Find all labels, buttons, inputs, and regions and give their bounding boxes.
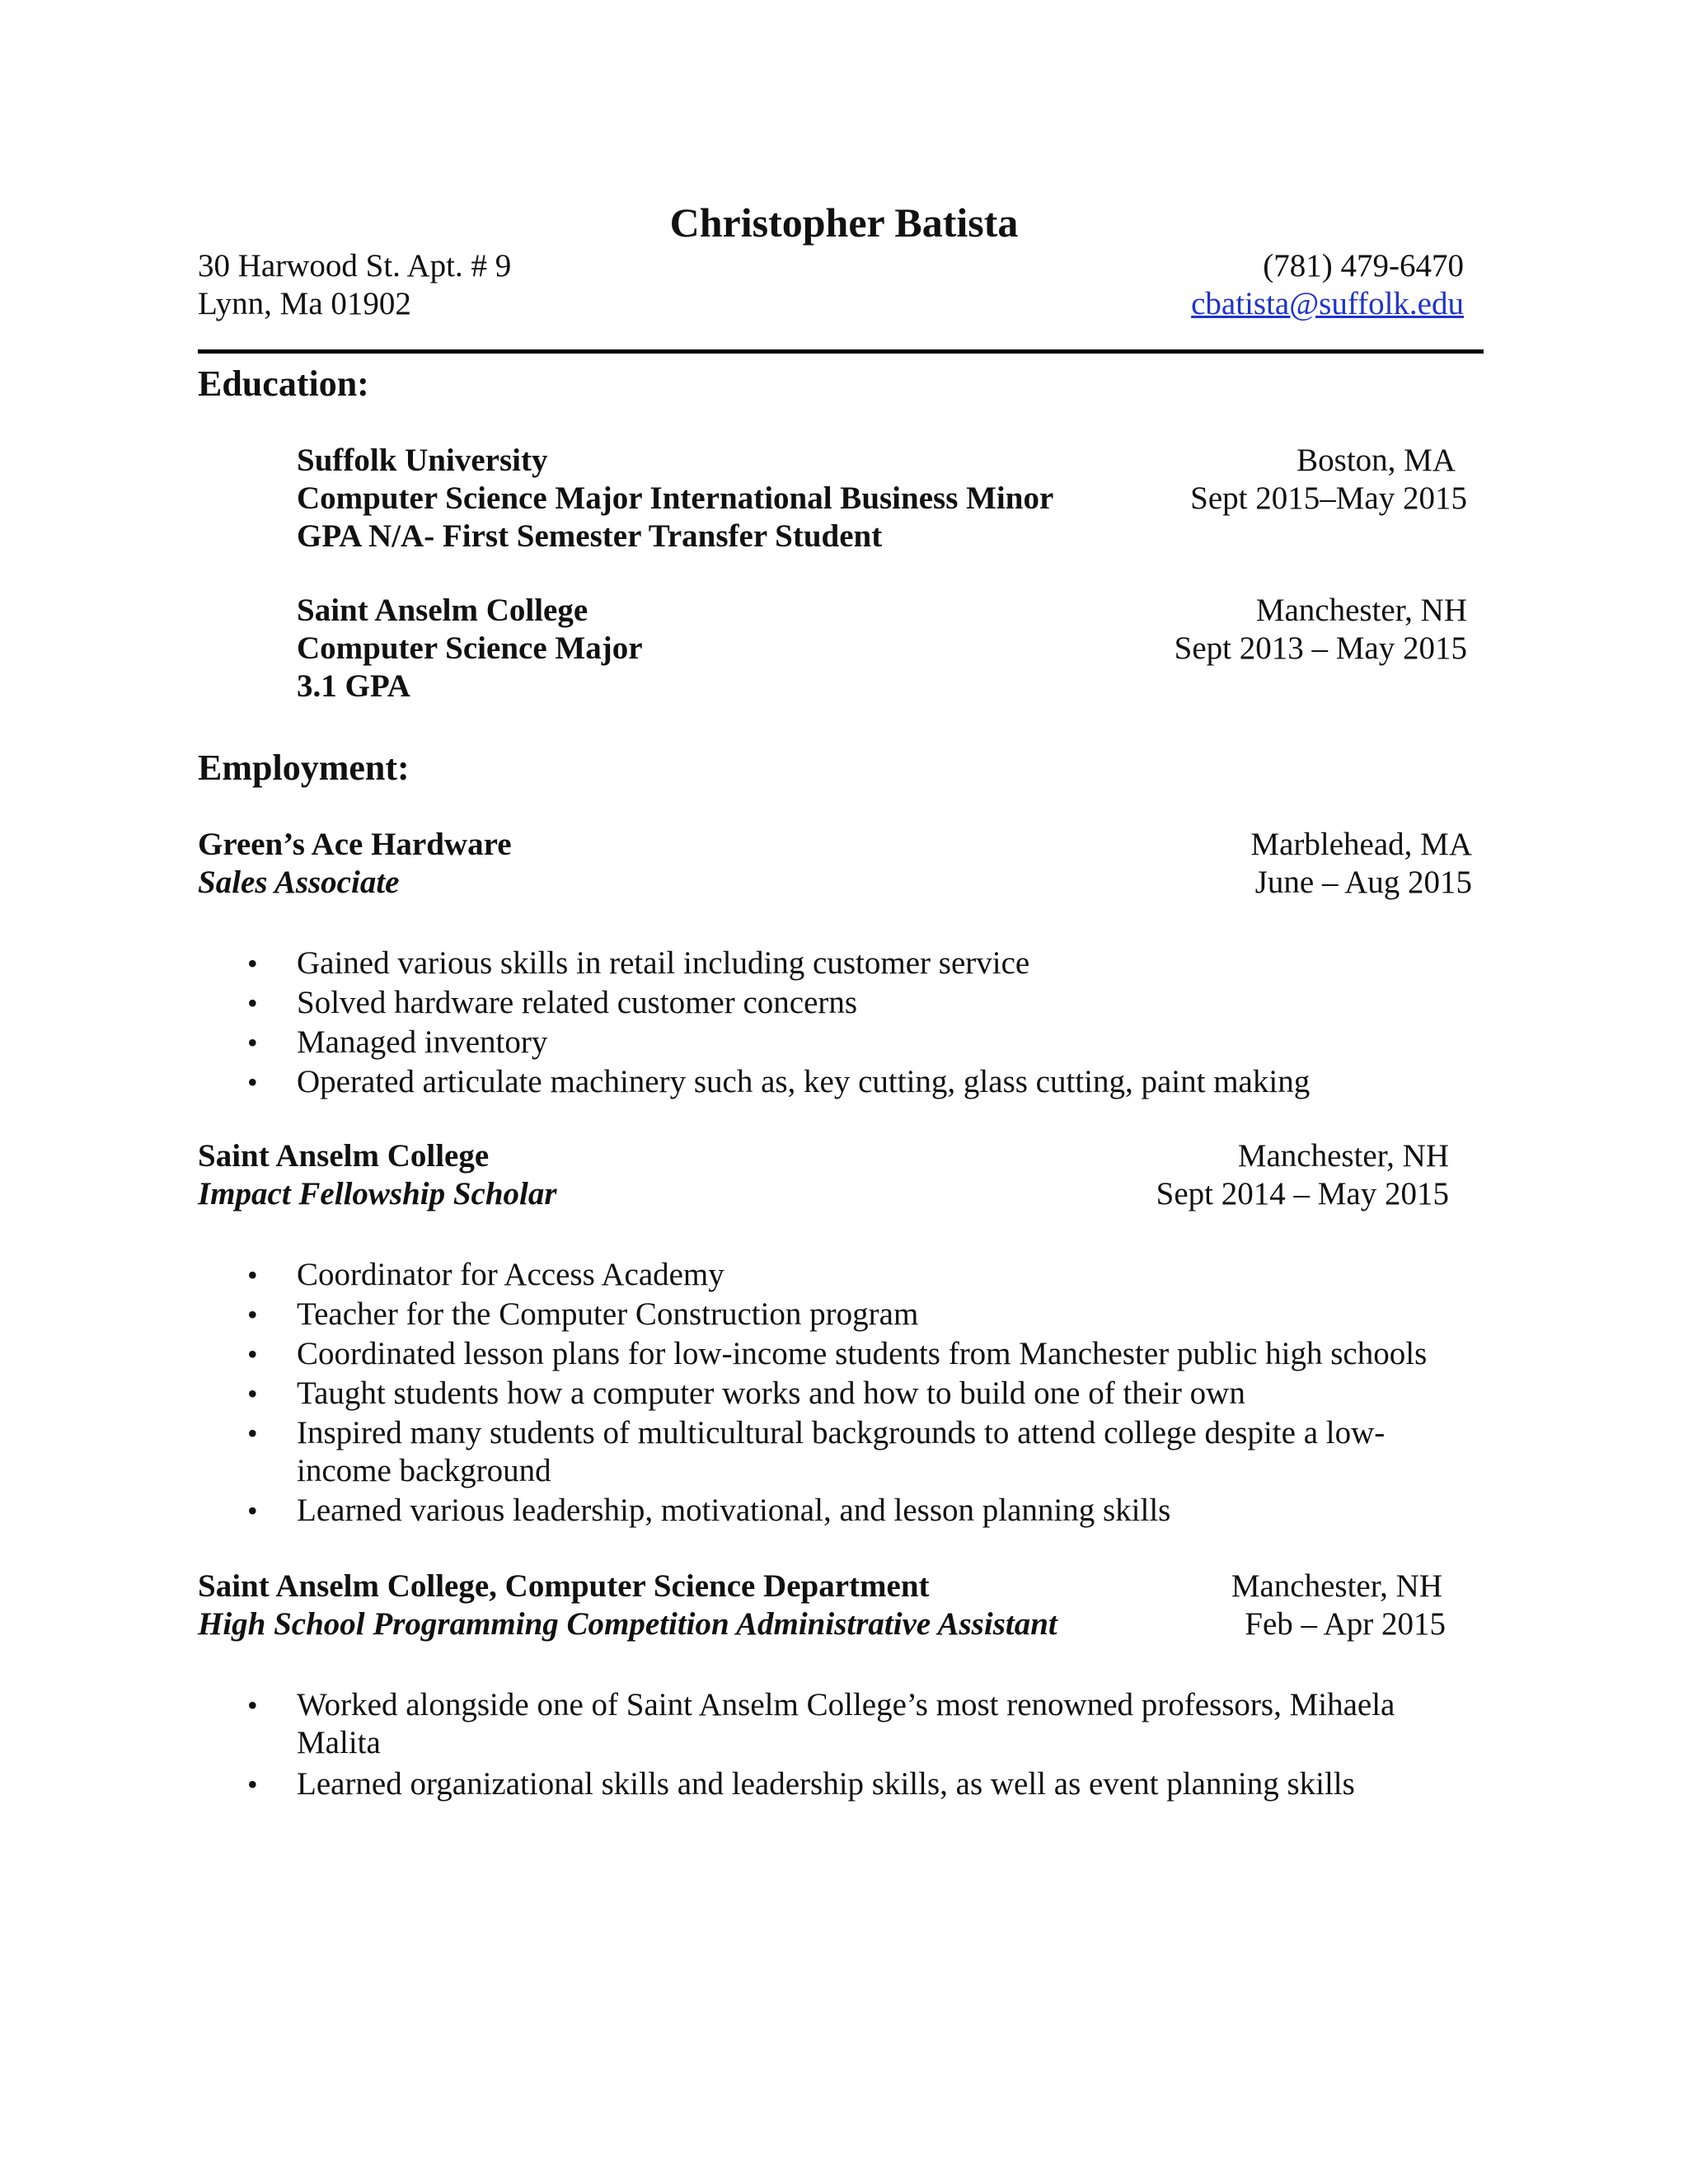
- job-role: Sales Associate: [198, 865, 400, 900]
- bullet-icon: •: [247, 1026, 258, 1059]
- bullet-icon: •: [247, 1689, 258, 1722]
- job-employer: Saint Anselm College: [198, 1138, 490, 1174]
- job-bullet: Coordinator for Access Academy: [297, 1257, 724, 1292]
- job-employer: Green’s Ace Hardware: [198, 827, 512, 862]
- job-bullet: Gained various skills in retail including customer service: [297, 945, 1030, 981]
- header-divider: [198, 349, 1484, 354]
- bullet-icon: •: [247, 947, 258, 980]
- education-extra: 3.1 GPA: [297, 668, 410, 704]
- phone-number: (781) 479-6470: [1263, 248, 1464, 284]
- bullet-icon: •: [247, 1298, 258, 1331]
- job-location: Manchester, NH: [1237, 1138, 1449, 1174]
- job-dates: June – Aug 2015: [1254, 865, 1472, 900]
- job-bullet: Learned organizational skills and leadership skills, as well as event planning skills: [297, 1766, 1355, 1802]
- bullet-icon: •: [247, 1338, 258, 1371]
- job-bullet: Learned various leadership, motivational, and lesson planning skills: [297, 1493, 1171, 1528]
- education-extra: GPA N/A- First Semester Transfer Student: [297, 518, 883, 554]
- job-role: Impact Fellowship Scholar: [198, 1176, 557, 1212]
- education-school: Saint Anselm College: [297, 593, 588, 628]
- address-line-2: Lynn, Ma 01902: [198, 286, 411, 321]
- job-bullet: Coordinated lesson plans for low-income students from Manchester public high schools: [297, 1336, 1428, 1371]
- email-link[interactable]: cbatista@suffolk.edu: [1191, 286, 1464, 321]
- education-school: Suffolk University: [297, 443, 548, 478]
- job-dates: Feb – Apr 2015: [1245, 1606, 1446, 1642]
- bullet-icon: •: [247, 1377, 258, 1410]
- bullet-icon: •: [247, 1417, 258, 1450]
- job-bullet: Taught students how a computer works and how to build one of their own: [297, 1376, 1245, 1411]
- bullet-icon: •: [247, 1494, 258, 1527]
- job-dates: Sept 2014 – May 2015: [1156, 1176, 1449, 1212]
- job-bullet: Inspired many students of multicultural backgrounds to attend college despite a low-income background: [297, 1415, 1386, 1488]
- job-employer: Saint Anselm College, Computer Science Department: [198, 1568, 930, 1604]
- address-line-1: 30 Harwood St. Apt. # 9: [198, 248, 512, 284]
- job-bullet: Teacher for the Computer Construction program: [297, 1296, 919, 1332]
- education-program: Computer Science Major: [297, 630, 643, 666]
- education-location: Boston, MA: [1296, 443, 1456, 478]
- resume-name: Christopher Batista: [669, 199, 1019, 246]
- education-program: Computer Science Major International Business Minor: [297, 480, 1054, 516]
- job-bullet: Operated articulate machinery such as, key cutting, glass cutting, paint making: [297, 1064, 1311, 1099]
- job-role: High School Programming Competition Administrative Assistant: [198, 1606, 1057, 1642]
- education-location: Manchester, NH: [1255, 593, 1467, 628]
- education-heading: Education:: [198, 363, 369, 404]
- bullet-icon: •: [247, 1768, 258, 1801]
- bullet-icon: •: [247, 1066, 258, 1099]
- job-location: Marblehead, MA: [1250, 827, 1472, 862]
- job-bullet: Solved hardware related customer concerns: [297, 985, 858, 1020]
- job-bullet: Managed inventory: [297, 1024, 548, 1060]
- email-container: [1191, 285, 1464, 323]
- bullet-icon: •: [247, 1258, 258, 1291]
- employment-heading: Employment:: [198, 748, 410, 788]
- bullet-icon: •: [247, 987, 258, 1019]
- education-dates: Sept 2013 – May 2015: [1174, 630, 1467, 666]
- education-dates: Sept 2015–May 2015: [1190, 480, 1467, 516]
- job-location: Manchester, NH: [1231, 1568, 1442, 1604]
- job-bullet: Worked alongside one of Saint Anselm College’s most renowned professors, Mihaela Malita: [297, 1687, 1395, 1760]
